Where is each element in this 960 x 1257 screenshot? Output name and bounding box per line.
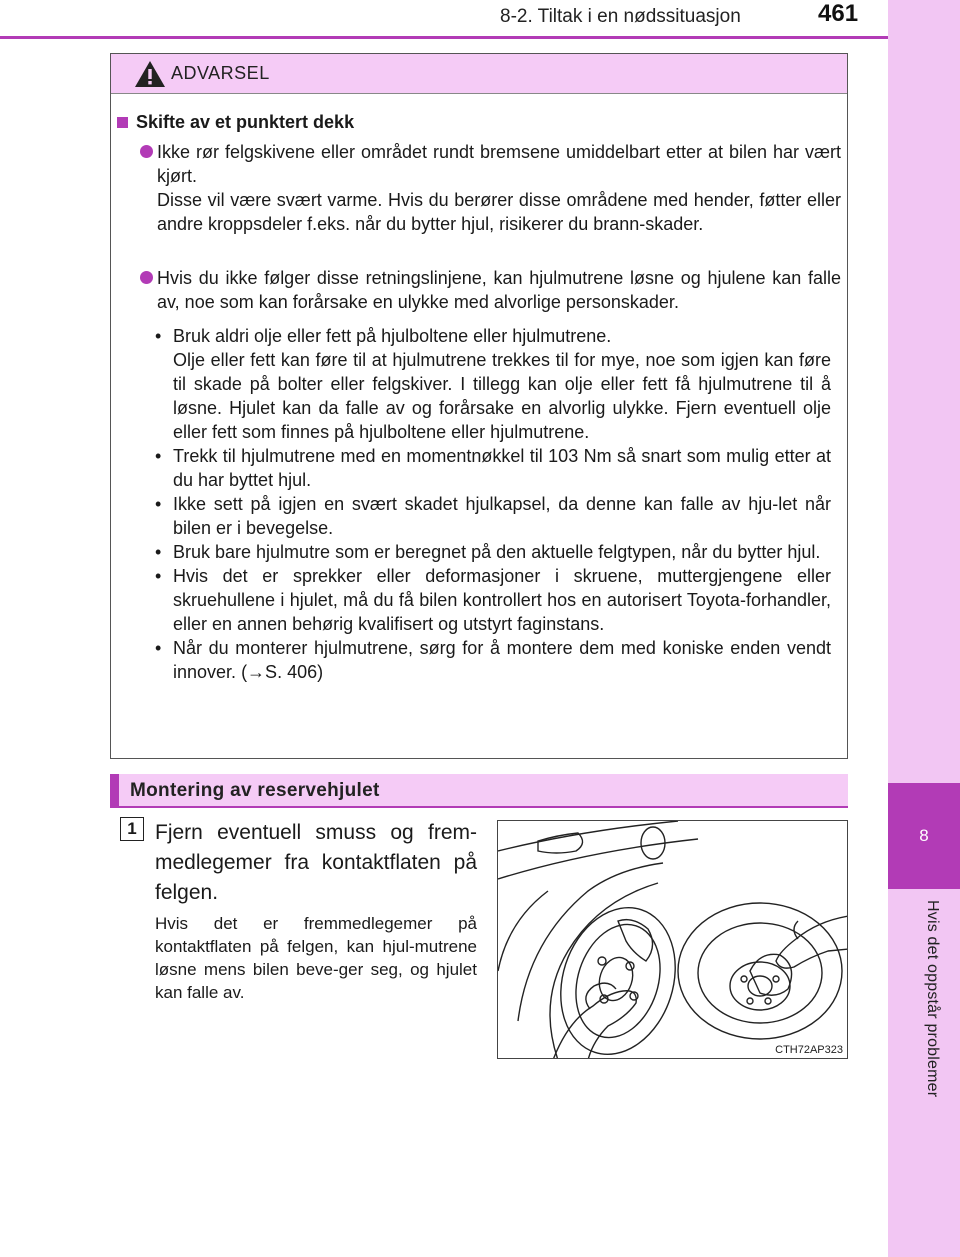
section-title: 8-2. Tiltak i en nødssituasjon bbox=[500, 6, 741, 27]
warning-triangle-icon bbox=[134, 60, 166, 88]
list-item: • Bruk bare hjulmutre som er beregnet på den aktuelle felgtypen, når du bytter hjul. bbox=[155, 540, 831, 564]
chapter-title: Hvis det oppstår problemer bbox=[924, 900, 941, 1098]
warning-point bbox=[141, 266, 841, 314]
section-heading bbox=[110, 774, 848, 808]
warning-point-extra: Disse vil være svært varme. Hvis du berører disse områdene med hender, føtter eller andre kroppsdeler f.eks. når du bytter hjul, risikerer du brann-skader. bbox=[157, 190, 841, 234]
chapter-tab[interactable]: 8 bbox=[888, 783, 960, 889]
round-bullet-icon bbox=[140, 145, 153, 158]
spare-wheel-illustration bbox=[497, 820, 848, 1059]
list-item: • Ikke sett på igjen en svært skadet hjulkapsel, da denne kan falle av hju-let når bilen er i bevegelse. bbox=[155, 492, 831, 540]
section-heading-text: Montering av reservehjulet bbox=[130, 780, 380, 801]
warning-sub-list bbox=[155, 324, 831, 684]
step-number-badge: 1 bbox=[120, 817, 144, 841]
warning-header bbox=[111, 54, 847, 94]
warning-point-text: Ikke rør felgskivene eller området rundt bremsene umiddelbart etter at bilen har vært kjørt. bbox=[157, 142, 841, 186]
list-item: • Bruk aldri olje eller fett på hjulboltene eller hjulmutrene. Olje eller fett kan føre til at hjulmutrene trekkes til for mye, noe som igjen kan føre til skade på bolter eller felgskiver. I tillegg kan olje eller fett få hjulmutrene til å løsne. Hjulet kan da falle av og forårsake en alvorlig ulykke. Fjern eventuell olje eller fett som finnes på hjulboltene eller hjulmutrene. bbox=[155, 324, 831, 444]
warning-title: ADVARSEL bbox=[171, 63, 270, 83]
page-number: 461 bbox=[818, 0, 859, 27]
list-item: • Hvis det er sprekker eller deformasjoner i skruene, muttergjengene eller skruehullene i hjulet, må du få bilen kontrollert hos en autorisert Toyota-forhandler, eller en annen behørig kvalifisert og utstyrt faginstans. bbox=[155, 564, 831, 636]
list-item: • Når du monterer hjulmutrene, sørg for å montere dem med koniske enden vendt innover. (→S. 406) bbox=[155, 636, 831, 684]
wheel-cleaning-drawing bbox=[498, 821, 848, 1059]
page-reference-link[interactable]: (→S. 406) bbox=[241, 662, 324, 682]
square-bullet-icon bbox=[117, 117, 128, 128]
warning-box bbox=[110, 53, 848, 759]
section-accent bbox=[110, 774, 119, 808]
warning-heading-text: Skifte av et punktert dekk bbox=[136, 112, 355, 132]
list-item: • Trekk til hjulmutrene med en momentnøkkel til 103 Nm så snart som mulig etter at du har byttet hjul. bbox=[155, 444, 831, 492]
step-note: Hvis det er fremmedlegemer på kontaktflaten på felgen, kan hjul-mutrene løsne mens bilen beve-ger seg, og hjulet kan falle av. bbox=[155, 914, 477, 1002]
warning-point bbox=[141, 140, 841, 236]
warning-heading bbox=[117, 112, 354, 133]
step-instruction: Fjern eventuell smuss og frem-medlegemer fra kontaktflaten på felgen. bbox=[155, 821, 477, 904]
warning-point-text: Hvis du ikke følger disse retningslinjene, kan hjulmutrene løsne og hjulene kan falle av, noe som kan forårsake en ulykke med alvorlige personskader. bbox=[157, 268, 841, 312]
round-bullet-icon bbox=[140, 271, 153, 284]
illustration-code: CTH72AP323 bbox=[775, 1044, 843, 1056]
header-rule bbox=[0, 36, 888, 39]
